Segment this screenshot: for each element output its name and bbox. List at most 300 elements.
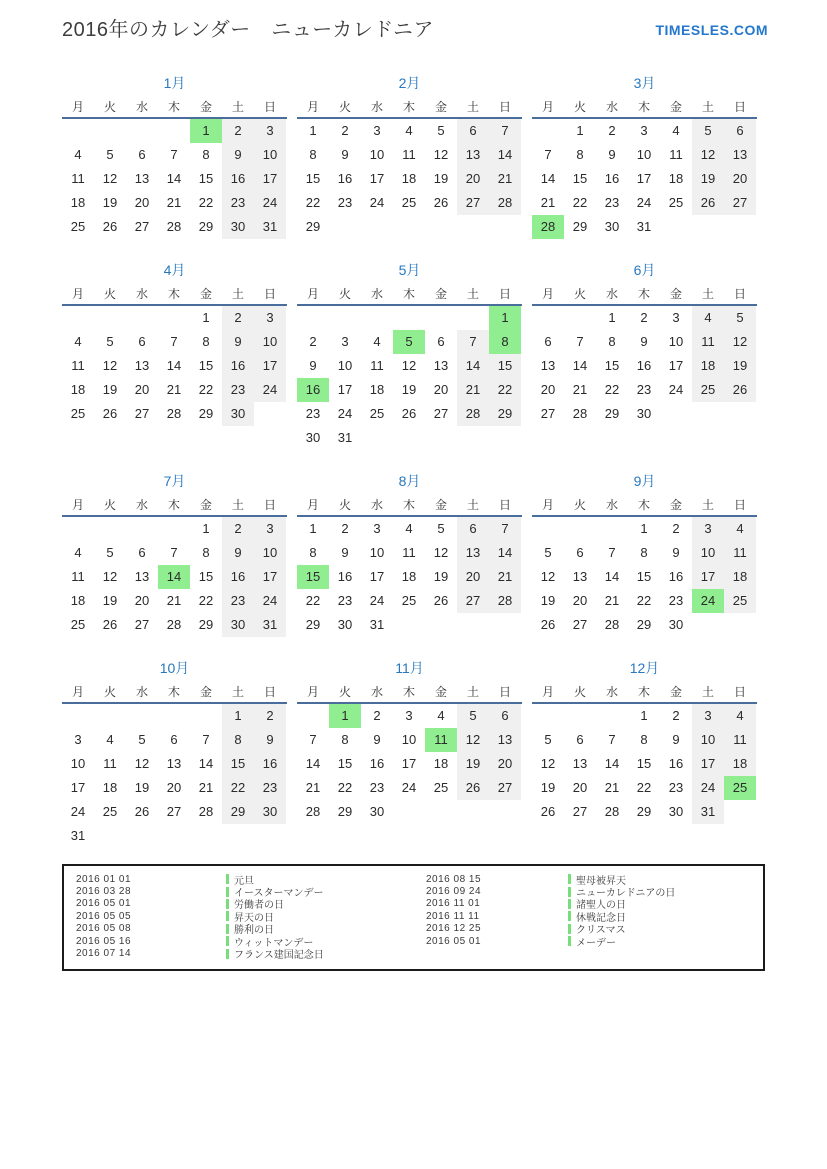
empty-day-cell — [126, 119, 158, 143]
day-cell: 12 — [433, 147, 449, 162]
day-cell: 21 — [166, 195, 182, 210]
weekday-header: 火 — [573, 287, 586, 301]
day-cell: 3 — [341, 334, 349, 349]
day-cell: 27 — [166, 804, 182, 819]
day-cell: 24 — [369, 593, 385, 608]
month-block-3 — [532, 74, 757, 239]
day-grid — [62, 306, 287, 426]
day-cell: 22 — [198, 382, 214, 397]
day-cell: 5 — [544, 732, 552, 747]
day-cell: 29 — [198, 219, 214, 234]
day-cell: 16 — [604, 171, 620, 186]
legend-holiday-name: 元旦 — [234, 875, 254, 887]
day-cell: 3 — [692, 704, 724, 728]
day-cell: 27 — [457, 191, 489, 215]
day-cell: 19 — [433, 171, 449, 186]
empty-day-cell — [94, 306, 126, 330]
legend-date: 2016 05 16 — [76, 935, 132, 947]
day-cell: 7 — [544, 147, 552, 162]
day-grid — [297, 306, 522, 450]
empty-day-cell — [158, 119, 190, 143]
day-cell: 3 — [692, 517, 724, 541]
day-cell: 21 — [305, 780, 321, 795]
weekday-header: 月 — [71, 685, 84, 699]
empty-day-cell — [62, 704, 94, 728]
day-cell: 19 — [134, 780, 150, 795]
day-cell: 29 — [636, 617, 652, 632]
day-cell: 31 — [70, 828, 86, 843]
day-cell: 26 — [724, 378, 756, 402]
holiday-day-cell: 1 — [190, 119, 222, 143]
day-cell: 7 — [457, 330, 489, 354]
day-cell: 18 — [401, 569, 417, 584]
empty-day-cell — [62, 306, 94, 330]
day-cell: 6 — [724, 119, 756, 143]
day-cell: 2 — [222, 517, 254, 541]
day-cell: 10 — [70, 756, 86, 771]
day-cell: 30 — [305, 430, 321, 445]
month-block-1 — [62, 74, 287, 239]
day-cell: 2 — [608, 123, 616, 138]
weekday-header: 月 — [71, 498, 84, 512]
legend-holiday-name: 聖母被昇天 — [576, 875, 626, 887]
day-cell: 21 — [489, 565, 521, 589]
empty-day-cell — [692, 613, 724, 637]
day-cell: 17 — [369, 569, 385, 584]
day-cell: 9 — [222, 143, 254, 167]
empty-day-cell — [532, 306, 564, 330]
legend-holiday-name: 休戦記念日 — [576, 912, 626, 924]
weekday-header-row — [297, 682, 522, 704]
day-cell: 8 — [640, 732, 648, 747]
day-cell: 4 — [724, 517, 756, 541]
month-block-5 — [297, 261, 522, 450]
legend-color-bar — [568, 911, 571, 921]
empty-day-cell — [62, 119, 94, 143]
weekday-header: 日 — [733, 685, 746, 699]
day-cell: 4 — [405, 123, 413, 138]
day-cell: 20 — [166, 780, 182, 795]
month-block-2 — [297, 74, 522, 239]
day-cell: 27 — [134, 617, 150, 632]
day-cell: 10 — [401, 732, 417, 747]
day-cell: 29 — [305, 219, 321, 234]
month-block-12 — [532, 659, 757, 824]
day-cell: 22 — [337, 780, 353, 795]
empty-day-cell — [457, 215, 489, 239]
empty-day-cell — [126, 517, 158, 541]
day-cell: 7 — [170, 147, 178, 162]
weekday-header: 木 — [167, 685, 180, 699]
weekday-header: 月 — [541, 498, 554, 512]
site-logo-link[interactable]: TIMESLES.COM — [655, 22, 768, 38]
day-cell: 5 — [106, 147, 114, 162]
day-cell: 26 — [433, 195, 449, 210]
day-cell: 19 — [540, 780, 556, 795]
empty-day-cell — [692, 402, 724, 426]
day-grid — [532, 306, 757, 426]
day-cell: 5 — [544, 545, 552, 560]
day-cell: 17 — [692, 565, 724, 589]
empty-day-cell — [425, 613, 457, 637]
day-cell: 16 — [636, 358, 652, 373]
day-cell: 26 — [540, 617, 556, 632]
empty-day-cell — [425, 800, 457, 824]
day-cell: 29 — [198, 406, 214, 421]
day-grid — [532, 119, 757, 239]
weekday-header: 木 — [402, 498, 415, 512]
day-cell: 9 — [672, 545, 680, 560]
day-cell: 27 — [457, 589, 489, 613]
day-cell: 25 — [724, 589, 756, 613]
day-cell: 2 — [672, 521, 680, 536]
day-cell: 21 — [572, 382, 588, 397]
day-cell: 7 — [608, 732, 616, 747]
day-cell: 7 — [170, 545, 178, 560]
day-grid — [297, 517, 522, 637]
day-cell: 27 — [572, 617, 588, 632]
day-cell: 6 — [457, 517, 489, 541]
day-cell: 9 — [254, 728, 286, 752]
weekday-header: 土 — [701, 498, 714, 512]
day-cell: 15 — [222, 752, 254, 776]
weekday-header: 水 — [605, 100, 618, 114]
day-cell: 15 — [489, 354, 521, 378]
weekday-header: 月 — [306, 685, 319, 699]
day-cell: 19 — [102, 195, 118, 210]
day-cell: 10 — [692, 728, 724, 752]
empty-day-cell — [532, 704, 564, 728]
day-cell: 16 — [337, 569, 353, 584]
day-cell: 7 — [309, 732, 317, 747]
month-block-11 — [297, 659, 522, 824]
day-cell: 22 — [198, 593, 214, 608]
day-cell: 15 — [305, 171, 321, 186]
day-cell: 18 — [70, 593, 86, 608]
day-cell: 2 — [341, 521, 349, 536]
day-cell: 24 — [668, 382, 684, 397]
day-cell: 29 — [572, 219, 588, 234]
weekday-header: 水 — [135, 685, 148, 699]
empty-day-cell — [489, 215, 521, 239]
empty-day-cell — [596, 704, 628, 728]
weekday-header: 日 — [498, 498, 511, 512]
empty-day-cell — [457, 800, 489, 824]
empty-day-cell — [596, 517, 628, 541]
page-header — [0, 0, 827, 42]
day-cell: 15 — [198, 358, 214, 373]
day-cell: 21 — [166, 382, 182, 397]
day-cell: 24 — [692, 776, 724, 800]
weekday-header-row — [62, 284, 287, 306]
weekday-header: 日 — [498, 287, 511, 301]
day-grid — [62, 704, 287, 848]
day-cell: 14 — [166, 358, 182, 373]
day-cell: 2 — [672, 708, 680, 723]
weekday-header: 火 — [338, 685, 351, 699]
empty-day-cell — [532, 119, 564, 143]
day-cell: 6 — [437, 334, 445, 349]
day-cell: 17 — [369, 171, 385, 186]
day-cell: 11 — [669, 147, 683, 162]
day-cell: 19 — [457, 752, 489, 776]
weekday-header: 日 — [733, 287, 746, 301]
weekday-header: 土 — [701, 287, 714, 301]
day-cell: 18 — [724, 752, 756, 776]
day-cell: 14 — [457, 354, 489, 378]
weekday-header: 火 — [338, 287, 351, 301]
day-cell: 21 — [604, 780, 620, 795]
day-cell: 20 — [134, 382, 150, 397]
day-cell: 20 — [134, 195, 150, 210]
day-cell: 10 — [337, 358, 353, 373]
weekday-header: 土 — [701, 100, 714, 114]
day-cell: 12 — [102, 358, 118, 373]
day-cell: 14 — [604, 569, 620, 584]
weekday-header: 日 — [733, 100, 746, 114]
weekday-header-row — [297, 97, 522, 119]
legend-holiday-name: 昇天の日 — [234, 912, 274, 924]
day-cell: 25 — [70, 219, 86, 234]
day-cell: 12 — [102, 569, 118, 584]
empty-day-cell — [425, 306, 457, 330]
month-block-9 — [532, 472, 757, 637]
day-cell: 11 — [724, 728, 756, 752]
day-cell: 11 — [402, 147, 416, 162]
day-cell: 16 — [222, 167, 254, 191]
empty-day-cell — [254, 824, 286, 848]
weekday-header: 月 — [71, 100, 84, 114]
day-cell: 20 — [433, 382, 449, 397]
legend-color-bar — [226, 887, 229, 897]
day-grid — [297, 119, 522, 239]
weekday-header: 火 — [103, 685, 116, 699]
day-cell: 6 — [489, 704, 521, 728]
day-cell: 2 — [640, 310, 648, 325]
day-cell: 14 — [572, 358, 588, 373]
holiday-day-cell: 11 — [425, 728, 457, 752]
empty-day-cell — [126, 306, 158, 330]
holiday-day-cell: 8 — [489, 330, 521, 354]
day-cell: 19 — [401, 382, 417, 397]
legend-date: 2016 12 25 — [426, 923, 482, 935]
day-grid — [532, 517, 757, 637]
legend-holiday-name: クリスマス — [576, 925, 626, 937]
day-cell: 25 — [70, 617, 86, 632]
day-cell: 8 — [202, 334, 210, 349]
month-title: 6月 — [633, 262, 656, 278]
day-cell: 23 — [254, 776, 286, 800]
day-cell: 7 — [489, 517, 521, 541]
day-cell: 24 — [254, 378, 286, 402]
day-cell: 26 — [102, 617, 118, 632]
day-cell: 13 — [134, 171, 150, 186]
day-cell: 1 — [202, 310, 210, 325]
day-cell: 5 — [457, 704, 489, 728]
empty-day-cell — [190, 704, 222, 728]
legend-color-bar — [226, 949, 229, 959]
empty-day-cell — [393, 800, 425, 824]
day-cell: 2 — [222, 119, 254, 143]
day-cell: 25 — [401, 593, 417, 608]
day-cell: 23 — [668, 780, 684, 795]
day-cell: 10 — [369, 147, 385, 162]
legend-entry — [76, 947, 426, 962]
day-cell: 15 — [636, 756, 652, 771]
day-cell: 4 — [74, 334, 82, 349]
empty-day-cell — [393, 426, 425, 450]
day-cell: 5 — [692, 119, 724, 143]
day-cell: 15 — [572, 171, 588, 186]
day-cell: 1 — [309, 521, 317, 536]
day-cell: 11 — [692, 330, 724, 354]
day-cell: 13 — [724, 143, 756, 167]
day-cell: 19 — [540, 593, 556, 608]
legend-date: 2016 05 08 — [76, 923, 132, 935]
weekday-header: 土 — [231, 498, 244, 512]
weekday-header: 金 — [669, 287, 682, 301]
weekday-header-row — [297, 284, 522, 306]
day-cell: 17 — [636, 171, 652, 186]
legend-color-bar — [568, 887, 571, 897]
day-cell: 6 — [138, 147, 146, 162]
month-title: 8月 — [398, 473, 421, 489]
empty-day-cell — [254, 402, 286, 426]
day-cell: 20 — [457, 565, 489, 589]
day-cell: 14 — [489, 541, 521, 565]
weekday-header: 土 — [466, 498, 479, 512]
month-title: 7月 — [163, 473, 186, 489]
empty-day-cell — [297, 704, 329, 728]
day-cell: 24 — [401, 780, 417, 795]
day-cell: 22 — [572, 195, 588, 210]
day-cell: 19 — [102, 593, 118, 608]
weekday-header: 火 — [103, 498, 116, 512]
weekday-header: 金 — [434, 100, 447, 114]
day-cell: 26 — [433, 593, 449, 608]
day-cell: 11 — [71, 569, 85, 584]
weekday-header-row — [532, 97, 757, 119]
month-block-8 — [297, 472, 522, 637]
day-cell: 1 — [608, 310, 616, 325]
day-cell: 28 — [604, 804, 620, 819]
weekday-header: 木 — [637, 100, 650, 114]
legend-holiday-name: イースターマンデー — [234, 888, 324, 900]
day-grid — [62, 517, 287, 637]
weekday-header: 月 — [306, 287, 319, 301]
day-cell: 29 — [337, 804, 353, 819]
day-cell: 28 — [166, 219, 182, 234]
month-title: 1月 — [163, 75, 186, 91]
weekday-header: 木 — [637, 287, 650, 301]
weekday-header: 水 — [370, 287, 383, 301]
legend-entry — [426, 935, 763, 947]
day-cell: 15 — [337, 756, 353, 771]
day-cell: 11 — [71, 358, 85, 373]
day-cell: 28 — [305, 804, 321, 819]
day-cell: 13 — [433, 358, 449, 373]
day-cell: 3 — [405, 708, 413, 723]
legend-date: 2016 03 28 — [76, 886, 132, 898]
day-cell: 17 — [254, 167, 286, 191]
legend-color-bar — [226, 936, 229, 946]
day-cell: 10 — [254, 330, 286, 354]
holiday-day-cell: 5 — [393, 330, 425, 354]
weekday-header: 日 — [263, 685, 276, 699]
empty-day-cell — [489, 613, 521, 637]
day-cell: 18 — [724, 565, 756, 589]
day-cell: 9 — [341, 147, 349, 162]
day-cell: 12 — [457, 728, 489, 752]
day-cell: 5 — [437, 521, 445, 536]
legend-column — [76, 873, 426, 960]
day-cell: 23 — [337, 195, 353, 210]
day-cell: 12 — [724, 330, 756, 354]
weekday-header-row — [532, 495, 757, 517]
day-cell: 30 — [604, 219, 620, 234]
day-cell: 8 — [309, 545, 317, 560]
weekday-header: 月 — [541, 685, 554, 699]
legend-color-bar — [568, 874, 571, 884]
day-cell: 12 — [134, 756, 150, 771]
weekday-header: 水 — [135, 498, 148, 512]
weekday-header: 水 — [605, 685, 618, 699]
weekday-header: 日 — [263, 498, 276, 512]
empty-day-cell — [425, 215, 457, 239]
day-cell: 10 — [692, 541, 724, 565]
day-cell: 20 — [489, 752, 521, 776]
weekday-header: 木 — [167, 498, 180, 512]
empty-day-cell — [660, 402, 692, 426]
day-cell: 11 — [71, 171, 85, 186]
day-cell: 17 — [70, 780, 86, 795]
day-cell: 20 — [572, 593, 588, 608]
empty-day-cell — [393, 613, 425, 637]
weekday-header: 日 — [498, 100, 511, 114]
empty-day-cell — [564, 306, 596, 330]
weekday-header-row — [62, 682, 287, 704]
day-cell: 4 — [692, 306, 724, 330]
day-cell: 28 — [572, 406, 588, 421]
day-cell: 6 — [138, 334, 146, 349]
day-cell: 16 — [254, 752, 286, 776]
day-cell: 10 — [254, 143, 286, 167]
day-cell: 28 — [457, 402, 489, 426]
day-cell: 8 — [222, 728, 254, 752]
weekday-header: 土 — [466, 100, 479, 114]
day-cell: 27 — [489, 776, 521, 800]
day-cell: 3 — [373, 521, 381, 536]
day-cell: 26 — [134, 804, 150, 819]
day-cell: 4 — [373, 334, 381, 349]
day-cell: 22 — [222, 776, 254, 800]
empty-day-cell — [425, 426, 457, 450]
day-cell: 21 — [198, 780, 214, 795]
empty-day-cell — [94, 517, 126, 541]
holiday-day-cell: 15 — [297, 565, 329, 589]
day-cell: 4 — [74, 545, 82, 560]
empty-day-cell — [158, 306, 190, 330]
day-cell: 21 — [166, 593, 182, 608]
day-cell: 21 — [457, 378, 489, 402]
day-cell: 17 — [254, 565, 286, 589]
weekday-header: 水 — [370, 498, 383, 512]
day-grid — [62, 119, 287, 239]
weekday-header: 金 — [199, 685, 212, 699]
month-title: 5月 — [398, 262, 421, 278]
weekday-header: 土 — [466, 685, 479, 699]
weekday-header: 火 — [103, 100, 116, 114]
